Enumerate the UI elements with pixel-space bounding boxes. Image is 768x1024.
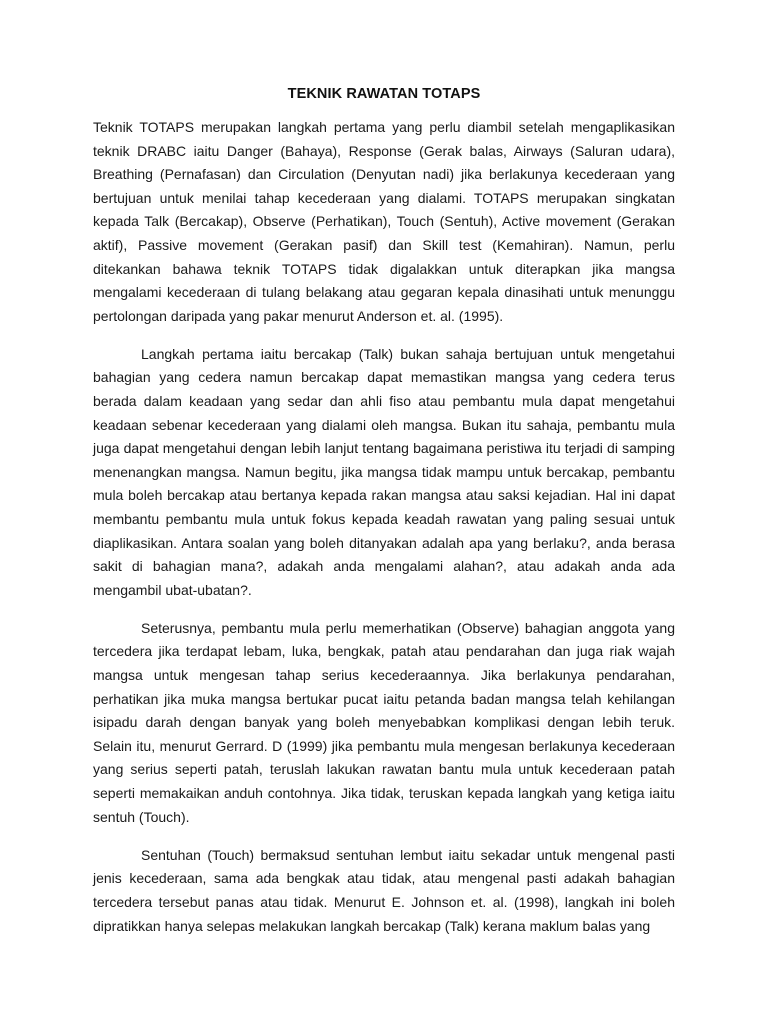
document-title: TEKNIK RAWATAN TOTAPS [287,86,481,102]
document-body [93,116,675,953]
paragraph-intro: Teknik TOTAPS merupakan langkah pertama yang perlu diambil setelah mengaplikasikan teknik DRABC iaitu Danger (Bahaya), Response (Gerak balas, Airways (Saluran udara), Breathing (Pernafasan) dan Circulation (Denyutan nadi) jika berlakunya kecederaan yang bertujuan untuk menilai tahap kecederaan yang dialami. TOTAPS merupakan singkatan kepada Talk (Bercakap), Observe (Perhatikan), Touch (Sentuh), Active movement (Gerakan aktif), Passive movement (Gerakan pasif) dan Skill test (Kemahiran). Namun, perlu ditekankan bahawa teknik TOTAPS tidak digalakkan untuk diterapkan jika mangsa mengalami kecederaan di tulang belakang atau gegaran kepala dinasihati untuk menunggu pertolongan daripada yang pakar menurut Anderson et. al. (1995). [93,119,675,324]
paragraph-talk: Langkah pertama iaitu bercakap (Talk) bukan sahaja bertujuan untuk mengetahui bahagian yang cedera namun bercakap dapat memastikan mangsa yang cedera terus berada dalam keadaan yang sedar dan ahli fiso atau pembantu mula dapat mengetahui keadaan sebenar kecederaan yang dialami oleh mangsa. Bukan itu sahaja, pembantu mula juga dapat mengetahui dengan lebih lanjut tentang bagaimana peristiwa itu terjadi di samping menenangkan mangsa. Namun begitu, jika mangsa tidak mampu untuk bercakap, pembantu mula boleh bercakap atau bertanya kepada rakan mangsa atau saksi kejadian. Hal ini dapat membantu pembantu mula untuk fokus kepada keadah rawatan yang paling sesuai untuk diaplikasikan. Antara soalan yang boleh ditanyakan adalah apa yang berlaku?, anda berasa sakit di bahagian mana?, adakah anda mengalami alahan?, atau adakah anda ada mengambil ubat-ubatan?. [93,345,675,598]
paragraph-touch: Sentuhan (Touch) bermaksud sentuhan lembut iaitu sekadar untuk mengenal pasti jenis kecederaan, sama ada bengkak atau tidak, atau mengenal pasti adakah bahagian tercedera tersebut panas atau tidak. Menurut E. Johnson et. al. (1998), langkah ini boleh dipratikkan hanya selepas melakukan langkah bercakap (Talk) kerana maklum balas yang [93,846,675,934]
paragraph-observe: Seterusnya, pembantu mula perlu memerhatikan (Observe) bahagian anggota yang tercedera jika terdapat lebam, luka, bengkak, patah atau pendarahan dan juga riak wajah mangsa untuk mengesan tahap serius kecederaannya. Jika berlakunya pendarahan, perhatikan jika muka mangsa bertukar pucat iaitu petanda badan mangsa telah kehilangan isipadu darah dengan banyak yang boleh menyebabkan komplikasi dengan lebih teruk. Selain itu, menurut Gerrard. D (1999) jika pembantu mula mengesan berlakunya kecederaan yang serius seperti patah, teruslah lakukan rawatan bantu mula untuk kecederaan patah seperti memakaikan anduh contohnya. Jika tidak, teruskan kepada langkah yang ketiga iaitu sentuh (Touch). [93,619,675,825]
